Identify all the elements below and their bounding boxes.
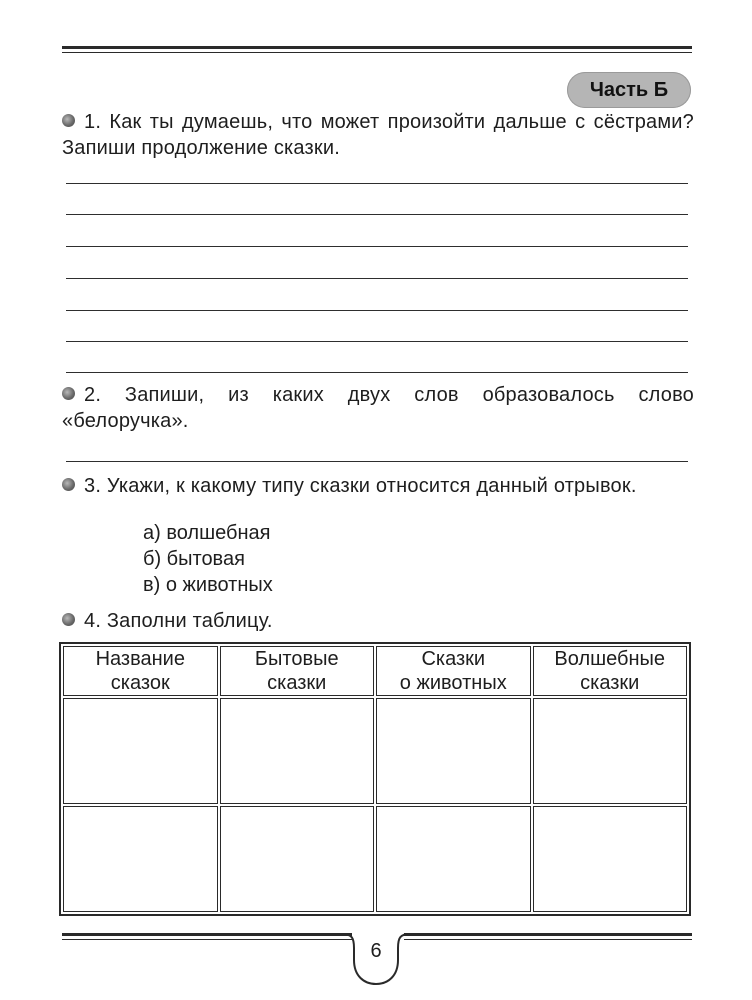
question-3 <box>62 473 694 499</box>
top-rule <box>62 46 692 49</box>
table-header-cell: Волшебные сказки <box>533 646 688 696</box>
table-cell[interactable] <box>220 698 375 804</box>
table-header-cell: Сказки о животных <box>376 646 531 696</box>
answer-line[interactable] <box>66 246 688 247</box>
part-badge: Часть Б <box>567 72 691 108</box>
answer-line[interactable] <box>66 341 688 342</box>
table-row <box>63 806 687 912</box>
answer-line[interactable] <box>66 461 688 462</box>
page-number-text: 6 <box>370 940 382 962</box>
answer-line[interactable] <box>66 214 688 215</box>
bullet-icon <box>62 613 75 626</box>
table-row <box>63 698 687 804</box>
question-1-text: 1. Как ты думаешь, что может произойти дальше с сёстрами? Запиши продолжение сказки. <box>62 111 694 159</box>
top-rule-thin <box>62 52 692 53</box>
bottom-rule <box>62 933 352 936</box>
table-cell[interactable] <box>376 806 531 912</box>
option-a[interactable]: а) волшебная <box>143 522 271 544</box>
table-header-row <box>63 646 687 696</box>
bullet-icon <box>62 387 75 400</box>
page-number <box>342 926 410 988</box>
bullet-icon <box>62 114 75 127</box>
question-1 <box>62 109 694 161</box>
option-b[interactable]: б) бытовая <box>143 548 245 570</box>
table-header-cell: Название сказок <box>63 646 218 696</box>
bottom-rule-thin <box>404 939 692 940</box>
question-2 <box>62 382 694 434</box>
bottom-rule <box>404 933 692 936</box>
question-4-text: 4. Заполни таблицу. <box>84 610 273 632</box>
table-cell[interactable] <box>63 698 218 804</box>
fairy-tale-table <box>59 642 691 916</box>
table-cell[interactable] <box>63 806 218 912</box>
table-cell[interactable] <box>376 698 531 804</box>
bullet-icon <box>62 478 75 491</box>
answer-line[interactable] <box>66 183 688 184</box>
table-cell[interactable] <box>533 698 688 804</box>
table-cell[interactable] <box>533 806 688 912</box>
table-header-cell: Бытовые сказки <box>220 646 375 696</box>
question-3-text: 3. Укажи, к какому типу сказки относится данный отрывок. <box>84 475 637 497</box>
answer-line[interactable] <box>66 372 688 373</box>
answer-line[interactable] <box>66 278 688 279</box>
question-4 <box>62 608 694 634</box>
table-cell[interactable] <box>220 806 375 912</box>
bottom-rule-thin <box>62 939 352 940</box>
option-c[interactable]: в) о животных <box>143 574 273 596</box>
question-2-text: 2. Запиши, из каких двух слов образовалось слово «белоручка». <box>62 384 694 432</box>
answer-line[interactable] <box>66 310 688 311</box>
